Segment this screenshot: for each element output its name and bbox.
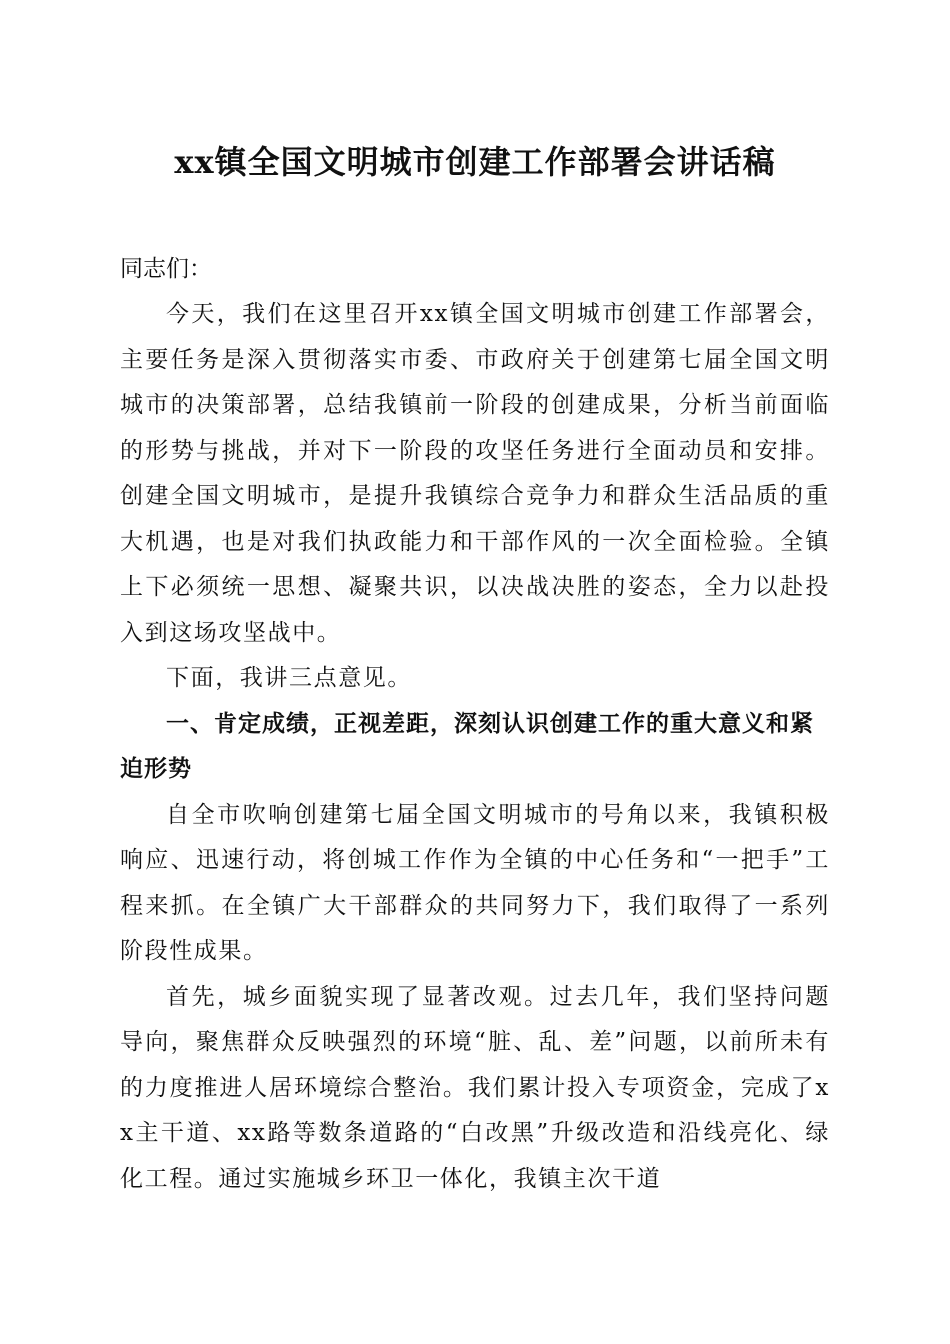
section-paragraph-1: 自全市吹响创建第七届全国文明城市的号角以来，我镇积极响应、迅速行动，将创城工作作为全镇的中心任务和“一把手”工程来抓。在全镇广大干部群众的共同努力下，我们取得了一系列阶段性成果。 [120,801,830,964]
document-title: xx镇全国文明城市创建工作部署会讲话稿 [174,143,776,181]
section-heading-1: 一、肯定成绩，正视差距，深刻认识创建工作的重大意义和紧迫形势 [120,710,814,782]
intro-paragraph-1: 今天，我们在这里召开xx镇全国文明城市创建工作部署会，主要任务是深入贯彻落实市委、市政府关于创建第七届全国文明城市的决策部署，总结我镇前一阶段的创建成果，分析当前面临的形势与挑战，并对下一阶段的攻坚任务进行全面动员和安排。创建全国文明城市，是提升我镇综合竞争力和群众生活品质的重大机遇，也是对我们执政能力和干部作风的一次全面检验。全镇上下必须统一思想、凝聚共识，以决战决胜的姿态，全力以赴投入到这场攻坚战中。 [120,301,830,646]
intro-paragraph-2: 下面，我讲三点意见。 [166,665,412,691]
section-paragraph-2: 首先，城乡面貌实现了显著改观。过去几年，我们坚持问题导向，聚焦群众反映强烈的环境“脏、乱、差”问题，以前所未有的力度推进人居环境综合整治。我们累计投入专项资金，完成了xx主干道、xx路等数条道路的“白改黑”升级改造和沿线亮化、绿化工程。通过实施城乡环卫一体化，我镇主次干道 [120,983,830,1192]
salutation: 同志们： [120,256,212,282]
document-page [120,140,830,1202]
